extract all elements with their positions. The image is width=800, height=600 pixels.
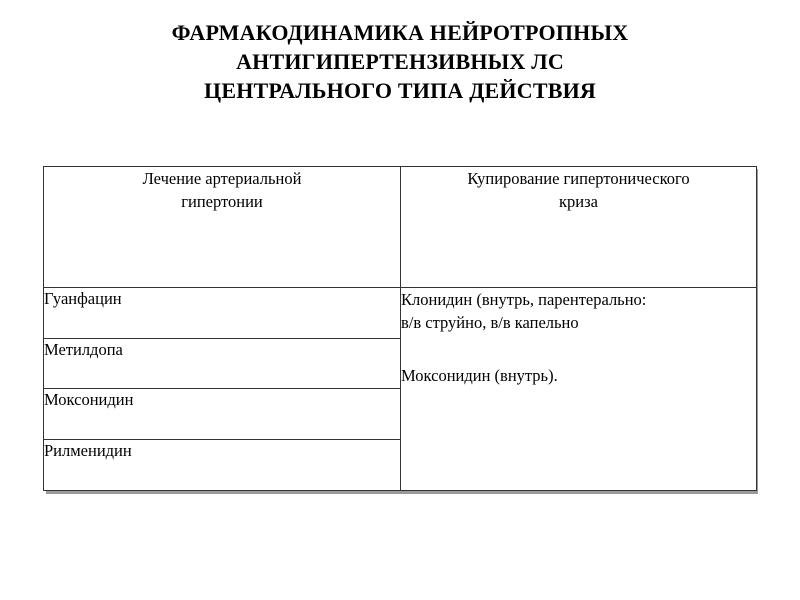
drug-table	[43, 166, 757, 491]
crisis-line-moxonidine: Моксонидин (внутрь).	[401, 365, 558, 385]
crisis-line-clonidine-routes: в/в струйно, в/в капельно	[401, 312, 579, 332]
title-line-2: АНТИГИПЕРТЕНЗИВНЫХ ЛС	[236, 49, 564, 74]
header-crisis-line-2: криза	[559, 192, 598, 211]
drug-cell-rilmenidine: Рилменидин	[44, 440, 401, 491]
crisis-line-clonidine: Клонидин (внутрь, парентерально:	[401, 289, 647, 309]
header-crisis-line-1: Купирование гипертонического	[467, 169, 690, 188]
table-header-row	[44, 167, 757, 288]
title-line-1: ФАРМАКОДИНАМИКА НЕЙРОТРОПНЫХ	[171, 20, 629, 45]
header-treatment	[44, 167, 401, 288]
header-treatment-line-1: Лечение артериальной	[142, 169, 302, 188]
table-row	[44, 287, 757, 338]
header-crisis	[401, 167, 757, 288]
page-title	[0, 18, 800, 105]
header-treatment-line-2: гипертонии	[181, 192, 263, 211]
spacer	[401, 334, 756, 364]
drug-cell-guanfacine: Гуанфацин	[44, 287, 401, 338]
drug-cell-methyldopa: Метилдопа	[44, 338, 401, 389]
drug-cell-moxonidine: Моксонидин	[44, 389, 401, 440]
title-line-3: ЦЕНТРАЛЬНОГО ТИПА ДЕЙСТВИЯ	[204, 78, 596, 103]
crisis-drugs-cell	[401, 287, 757, 490]
